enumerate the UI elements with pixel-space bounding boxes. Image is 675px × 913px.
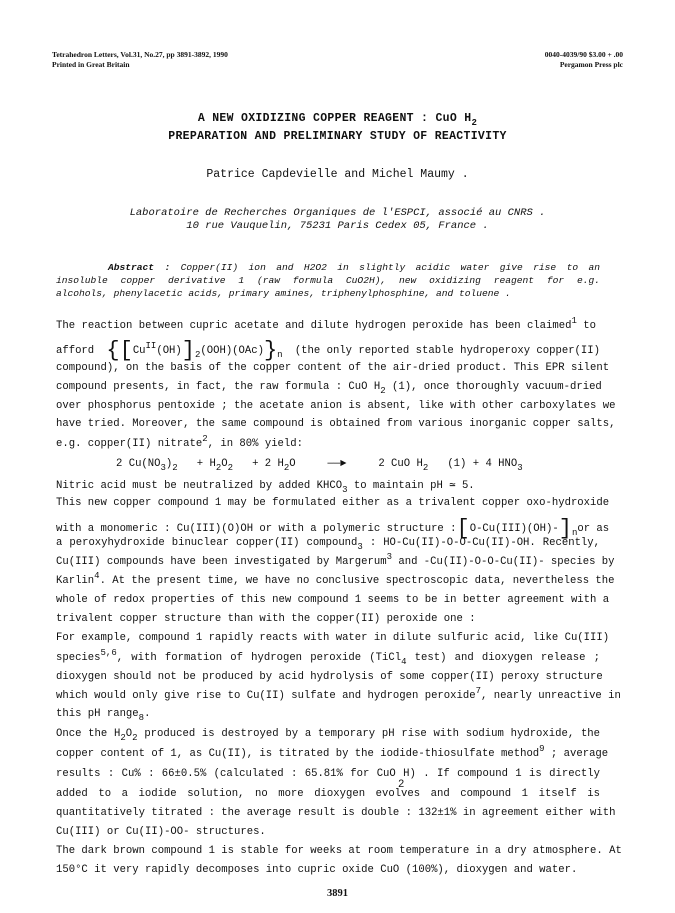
body-line-19: which would only give rise to Cu(II) sulfate and hydrogen peroxide$^7$, nearly unreactive in bbox=[56, 686, 621, 702]
affiliation-line-1: Laboratoire de Recherches Organiques de l'ESPCI, associé au CNRS . bbox=[129, 207, 546, 219]
body-line-20: this pH range$_8$. bbox=[56, 708, 151, 723]
printed-note: Printed in Great Britain bbox=[52, 60, 130, 69]
title-line-1: A NEW OXIDIZING COPPER REAGENT : CuO $H_2$ bbox=[197, 112, 478, 128]
abstract-line-2: insoluble copper derivative 1 (raw formula CuO2H), new oxidizing reagent for e.g. bbox=[56, 275, 600, 286]
body-line-8: Nitric acid must be neutralized by added $KHCO_3$ to maintain pH ≃ 5. bbox=[56, 480, 475, 495]
authors: Patrice Capdevielle and Michel Maumy . bbox=[206, 168, 469, 181]
body-line-16: For example, compound 1 rapidly reacts with water in dilute sulfuric acid, like Cu(III) bbox=[56, 632, 610, 644]
title-line-2: PREPARATION AND PRELIMINARY STUDY OF REACTIVITY bbox=[168, 130, 507, 143]
body-line-5: over phosphorus pentoxide ; the acetate anion is absent, like with other carboxylates we bbox=[56, 400, 616, 412]
body-line-10: with a monomeric : Cu(III)(O)OH or with a polymeric structure : $[O-Cu(III)(OH)-]_n$ or as bbox=[56, 516, 610, 541]
reaction-arrow: ——► bbox=[327, 458, 347, 470]
journal-citation: Tetrahedron Letters, Vol.31, No.27, pp 3891-3892, 1990 bbox=[52, 50, 228, 59]
body-line-18: dioxygen should not be produced by acid hydrolysis of some copper(II) peroxy structure bbox=[56, 671, 603, 683]
body-line-14: whole of redox properties of this new compound 1 seems to be in better agreement with a bbox=[56, 594, 610, 606]
body-line-6: have tried. Moreover, the same compound is obtained from various inorganic copper salts, bbox=[56, 418, 616, 430]
body-line-25: quantitatively titrated : the average result is double : 132±1% in agreement either with bbox=[56, 807, 616, 819]
body-line-17: species$^{5,6}$, with formation of hydrogen peroxide (TiCl$_4$ test) and dioxygen release ; bbox=[56, 648, 600, 667]
publisher: Pergamon Press plc bbox=[559, 60, 623, 69]
reaction-equation: 2 $Cu(NO_3)_2$ + $H_2O_2$ + 2 $H_2O$ ——► 2 CuO $H_2$ (1) + 4 $HNO_3$ bbox=[116, 458, 523, 473]
body-line-23-subscript: 2 bbox=[398, 779, 405, 791]
body-line-11: a peroxyhydroxide binuclear copper(II) compound$_3$ : HO-Cu(II)-O-O-Cu(II)-OH. Recently, bbox=[56, 537, 600, 552]
affiliation-line-2: 10 rue Vauquelin, 75231 Paris Cedex 05, France . bbox=[186, 220, 489, 232]
issn-code: 0040-4039/90 $3.00 + .00 bbox=[544, 50, 623, 59]
page-number: 3891 bbox=[327, 888, 348, 899]
body-line-21: Once the $H_2O_2$ produced is destroyed by a temporary pH rise with sodium hydroxide, the bbox=[56, 728, 601, 743]
body-line-9: This new copper compound 1 may be formulated either as a trivalent copper oxo-hydroxide bbox=[56, 497, 610, 509]
body-line-2: afford $\{[Cu^{II}(OH)]_2(OOH)(OAc)\}_n$ (the only reported stable hydroperoxy copper(II) bbox=[56, 338, 600, 363]
body-line-23: results : Cu% : 66±0.5% (calculated : 65.81% for CuO H) . If compound 1 is directly bbox=[56, 768, 600, 780]
body-line-12: Cu(III) compounds have been investigated by Margerum$^3$ and -Cu(II)-O-O-Cu(II)- species by bbox=[56, 552, 615, 568]
body-line-26: Cu(III) or Cu(II)-OO- structures. bbox=[56, 826, 266, 838]
body-line-28: 150°C it very rapidly decomposes into cupric oxide CuO (100%), dioxygen and water. bbox=[56, 864, 578, 876]
body-line-4: compound presents, in fact, the raw formula : CuO $H_2$ (1), once thoroughly vacuum-dried bbox=[56, 381, 602, 396]
abstract-line-1: Abstract : Copper(II) ion and H2O2 in slightly acidic water give rise to an bbox=[108, 262, 600, 273]
abstract-line-3: alcohols, phenylacetic acids, primary amines, triphenylphosphine, and toluene . bbox=[56, 288, 511, 299]
body-line-15: trivalent copper structure than with the copper(II) peroxide one : bbox=[56, 613, 476, 625]
body-line-3: compound), on the basis of the copper content of the air-dried product. This EPR silent bbox=[56, 362, 610, 374]
body-line-7: e.g. copper(II) nitrate$^2$, in 80% yield: bbox=[56, 434, 303, 450]
body-line-1: The reaction between cupric acetate and dilute hydrogen peroxide has been claimed$^1$ to bbox=[56, 316, 596, 332]
body-line-24: added to a iodide solution, no more dioxygen evolves and compound 1 itself is bbox=[56, 788, 600, 800]
body-line-13: Karlin$^4$. At the present time, we have no conclusive spectroscopic data, nevertheless the bbox=[56, 571, 615, 587]
body-line-22: copper content of 1, as Cu(II), is titrated by the iodide-thiosulfate method$^9$ ; average bbox=[56, 744, 609, 760]
abstract-label: Abstract : bbox=[108, 262, 171, 273]
body-line-27: The dark brown compound 1 is stable for weeks at room temperature in a dry atmosphere. At bbox=[56, 845, 622, 857]
